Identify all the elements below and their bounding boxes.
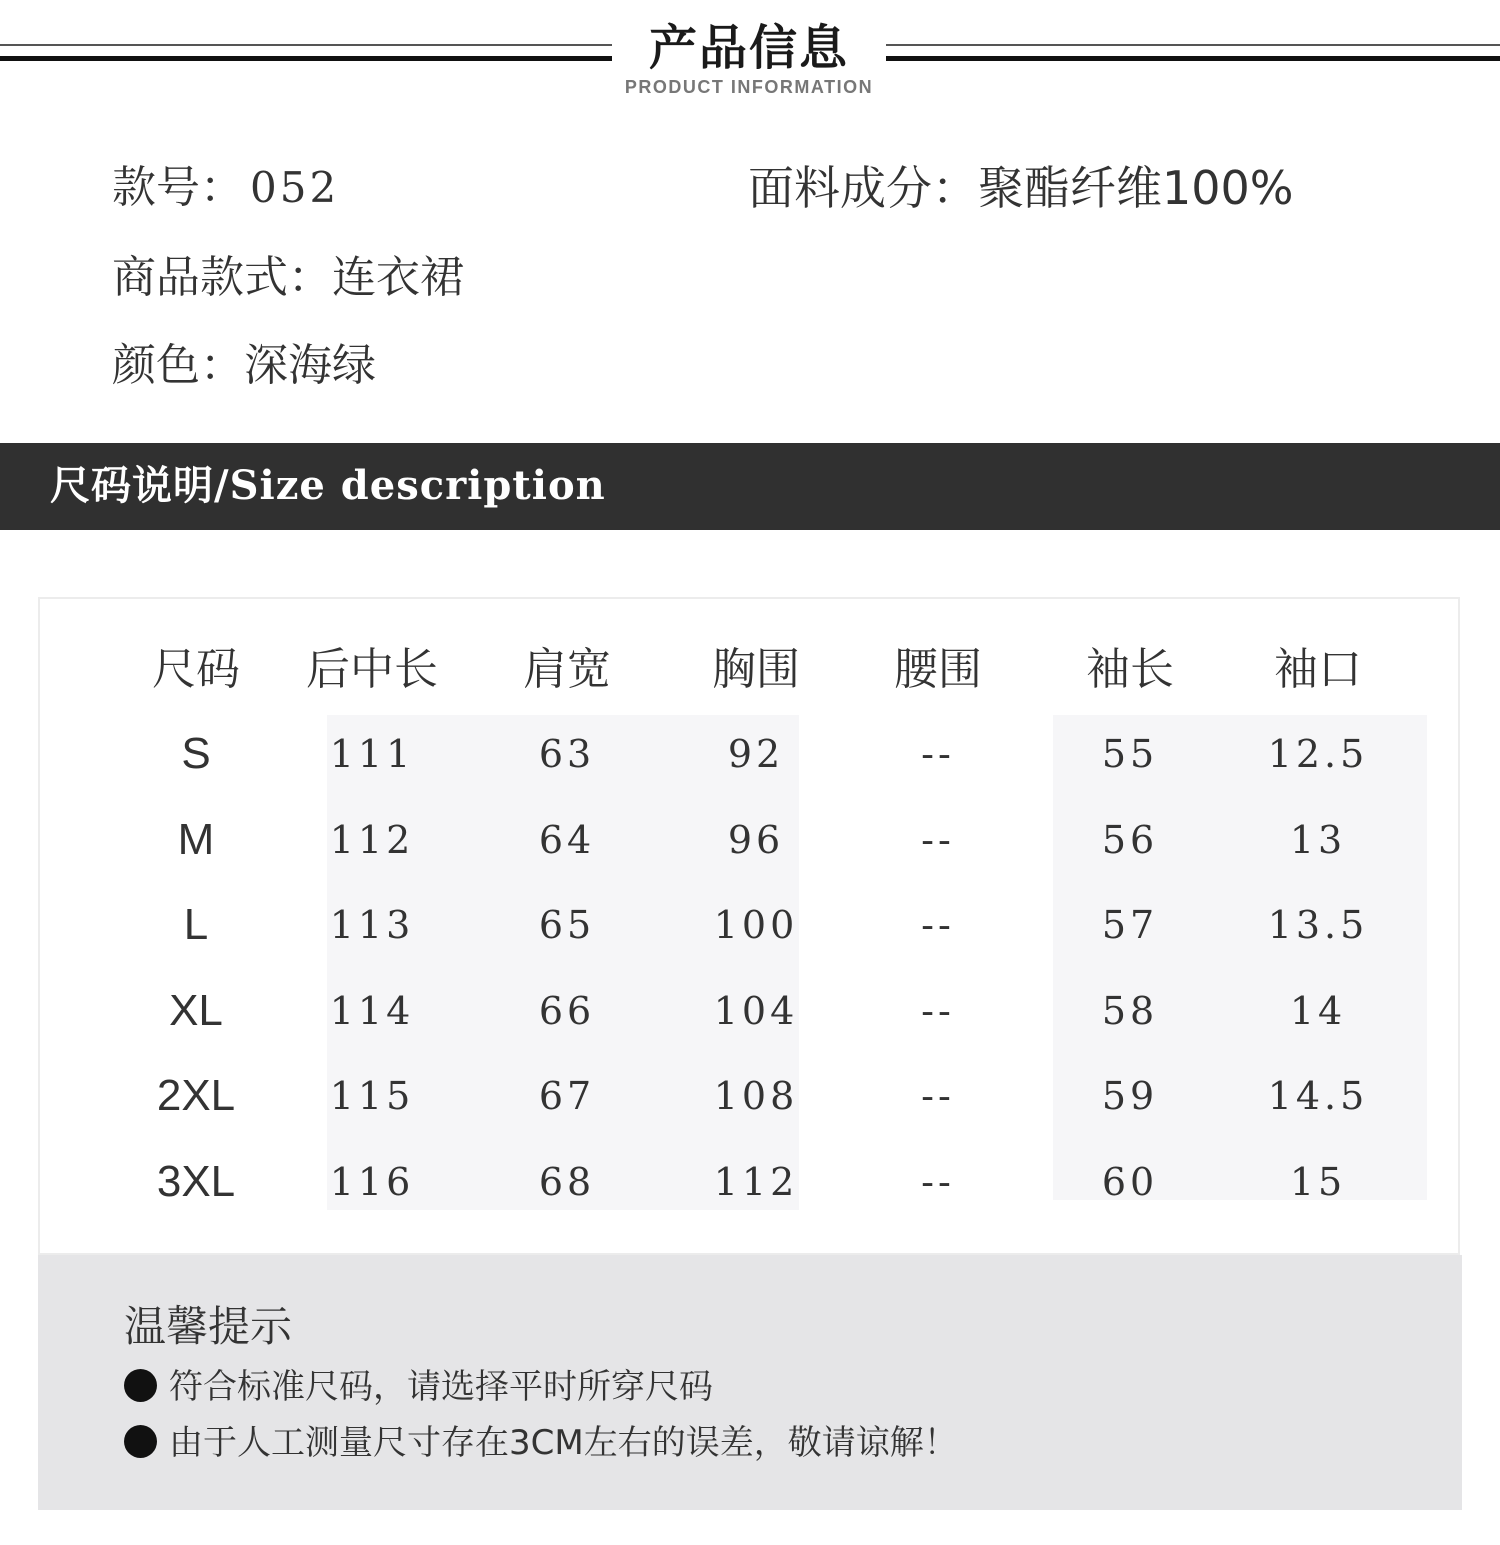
table-cell: 55 [1101,732,1159,776]
table-header-cell: 袖长 [1086,644,1174,695]
table-header-cell: 袖口 [1274,644,1362,695]
header-divider-right-thick [886,56,1500,61]
bullet-icon [124,1425,157,1458]
table-cell: 65 [538,903,596,947]
table-size-label: S [181,729,211,778]
tip-item [124,1365,713,1409]
table-size-label: 3XL [156,1157,236,1206]
info-style-code-label: 款号： [112,162,244,213]
header-divider-right-thin [886,44,1500,46]
table-cell: 14 [1289,989,1347,1033]
table-cell: 57 [1101,903,1159,947]
size-description-banner [0,443,1500,530]
info-product-style-label: 商品款式： [112,252,332,303]
tips-panel [38,1255,1462,1510]
table-header-cell: 肩宽 [523,644,611,695]
table-cell: -- [921,989,955,1033]
info-product-style-value: 连衣裙 [332,252,464,303]
info-fabric-label: 面料成分： [748,161,978,215]
table-cell: 96 [727,818,785,862]
info-fabric-value: 聚酯纤维100% [978,161,1294,215]
table-cell: 114 [329,989,415,1033]
table-cell: -- [921,732,955,776]
table-cell: -- [921,1160,955,1204]
table-cell: 68 [538,1160,596,1204]
table-cell: -- [921,903,955,947]
table-cell: 66 [538,989,596,1033]
info-product-style [112,250,464,306]
table-cell: 100 [713,903,799,947]
table-cell: 13.5 [1267,903,1369,947]
table-header-cell: 后中长 [306,644,438,695]
header-divider-left-thick [0,56,612,61]
size-description-title: 尺码说明/Size description [50,462,606,509]
bullet-icon [124,1369,157,1402]
table-size-label: L [183,900,209,949]
table-cell: 63 [538,732,596,776]
table-size-label: M [177,815,215,864]
table-cell: 108 [713,1074,799,1118]
table-cell: 104 [713,989,799,1033]
table-cell: 112 [713,1160,799,1204]
info-color-label: 颜色： [112,340,244,391]
table-header-cell: 腰围 [894,644,982,695]
info-style-code [112,160,339,216]
info-color [112,338,376,394]
table-size-label: XL [169,986,223,1035]
table-cell: 59 [1101,1074,1159,1118]
page-title: 产品信息 [648,20,849,76]
table-cell: -- [921,818,955,862]
table-cell: 14.5 [1267,1074,1369,1118]
table-cell: 116 [329,1160,415,1204]
table-header-cell: 胸围 [712,644,800,695]
table-cell: 15 [1289,1160,1347,1204]
info-color-value: 深海绿 [244,340,376,391]
table-header-cell: 尺码 [152,644,240,695]
table-cell: 60 [1101,1160,1159,1204]
table-cell: 92 [727,732,785,776]
table-cell: 112 [329,818,415,862]
table-cell: 56 [1101,818,1159,862]
table-cell: 67 [538,1074,596,1118]
tips-title: 温馨提示 [124,1302,293,1351]
info-fabric [748,160,1294,216]
header-divider-left-thin [0,44,612,46]
info-style-code-value: 052 [250,163,340,212]
tip-item [124,1421,958,1465]
table-cell: 13 [1289,818,1347,862]
page-subtitle: PRODUCT INFORMATION [624,77,874,97]
tip-text: 符合标准尺码，请选择平时所穿尺码 [169,1367,713,1407]
table-cell: 64 [538,818,596,862]
table-cell: 113 [329,903,415,947]
table-size-label: 2XL [156,1071,236,1120]
tip-text: 由于人工测量尺寸存在3CM左右的误差，敬请谅解！ [169,1423,958,1463]
table-cell: 12.5 [1267,732,1369,776]
table-cell: 115 [329,1074,415,1118]
table-cell: 58 [1101,989,1159,1033]
table-cell: 111 [329,732,415,776]
table-cell: -- [921,1074,955,1118]
size-table-shade-right [1053,715,1427,1200]
size-table-shade-left [327,715,799,1210]
